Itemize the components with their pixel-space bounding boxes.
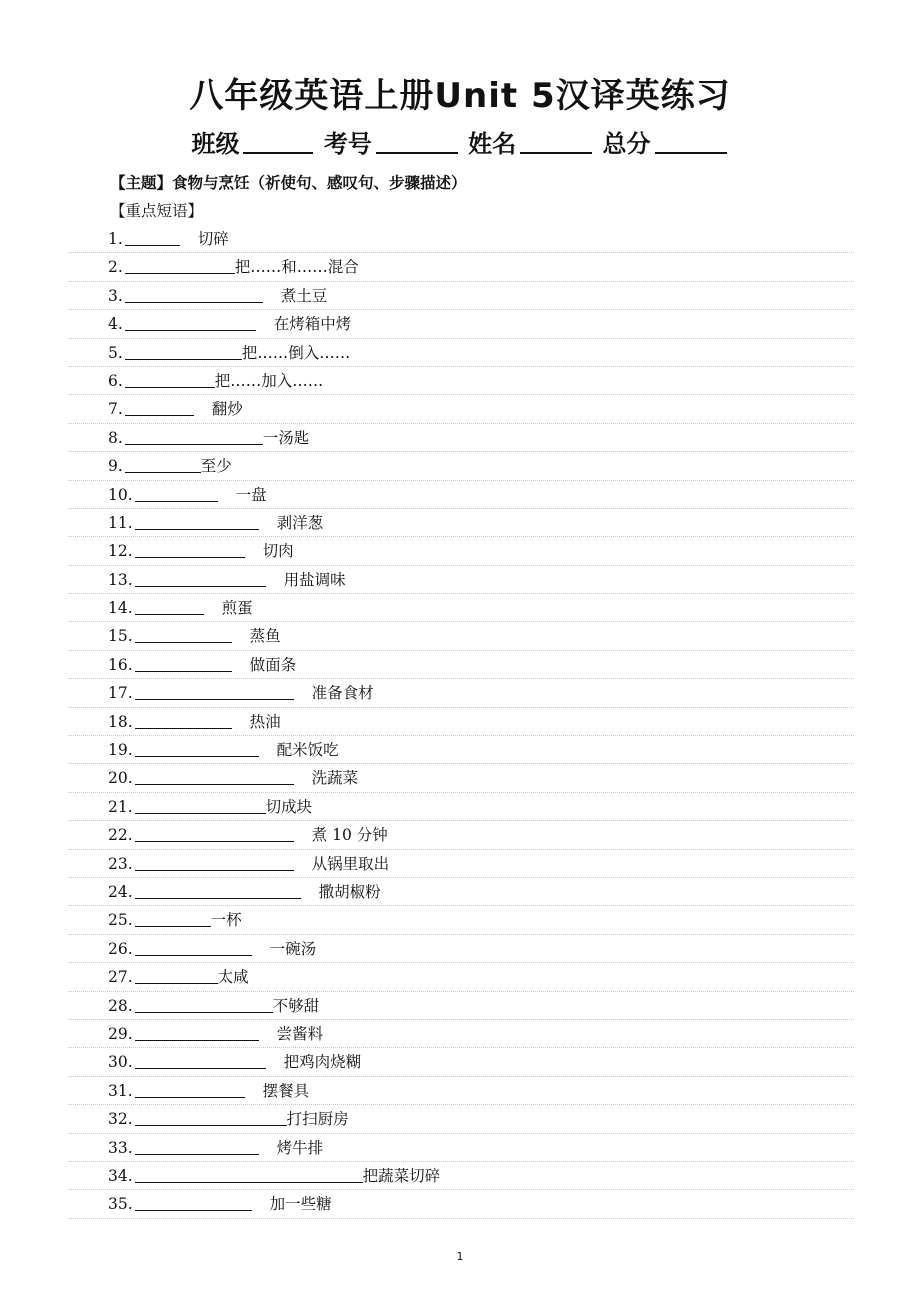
phrase-line [108, 1164, 440, 1188]
answer-blank[interactable] [135, 1165, 363, 1183]
chinese-phrase: 把蔬菜切碎 [362, 1166, 441, 1185]
list-item [68, 708, 854, 736]
answer-blank[interactable] [135, 1023, 259, 1041]
item-number: 9. [108, 457, 123, 476]
answer-blank[interactable] [135, 540, 245, 558]
chinese-phrase: 煮 10 分钟 [311, 826, 388, 845]
list-item [68, 1105, 854, 1133]
item-number: 11. [108, 513, 133, 532]
chinese-phrase: 太咸 [217, 968, 249, 987]
phrase-line [108, 852, 389, 876]
chinese-phrase: 用盐调味 [283, 570, 346, 589]
phrase-line [108, 596, 253, 620]
item-number: 29. [108, 1024, 133, 1043]
list-item [68, 906, 854, 934]
chinese-phrase: 配米饭吃 [276, 741, 339, 760]
chinese-phrase: 一盘 [235, 485, 267, 504]
total-score-blank[interactable] [655, 126, 727, 154]
chinese-phrase: 打扫厨房 [286, 1110, 349, 1129]
answer-blank[interactable] [135, 739, 259, 757]
item-number: 33. [108, 1138, 133, 1157]
item-number: 24. [108, 882, 133, 901]
phrase-line [108, 397, 243, 421]
exam-number-field[interactable]: 考号 [324, 130, 460, 158]
chinese-phrase: 烤牛排 [276, 1138, 324, 1157]
chinese-phrase: 做面条 [249, 655, 297, 674]
chinese-phrase: 切碎 [197, 230, 229, 248]
phrase-line [108, 511, 323, 535]
list-item [68, 622, 854, 650]
answer-blank[interactable] [135, 1193, 252, 1211]
list-item [68, 481, 854, 509]
answer-blank[interactable] [125, 256, 235, 274]
chinese-phrase: 热油 [249, 712, 281, 731]
list-item [68, 935, 854, 963]
phrase-line [108, 312, 351, 336]
chinese-phrase: 切肉 [262, 542, 294, 561]
chinese-phrase: 把鸡肉烧糊 [283, 1053, 362, 1072]
item-number: 35. [108, 1195, 133, 1214]
answer-blank[interactable] [135, 881, 301, 899]
phrase-line [108, 681, 374, 705]
chinese-phrase: 煮土豆 [280, 286, 328, 305]
item-number: 25. [108, 911, 133, 930]
item-number: 22. [108, 826, 133, 845]
chinese-phrase: 准备食材 [311, 684, 374, 703]
answer-blank[interactable] [135, 966, 218, 984]
answer-blank[interactable] [135, 1051, 266, 1069]
topic-heading: 【主题】食物与烹饪（祈使句、感叹句、步骤描述） [110, 174, 467, 192]
total-score-field[interactable]: 总分 [603, 130, 729, 158]
answer-blank[interactable] [135, 682, 294, 700]
list-item [68, 1020, 854, 1048]
item-number: 28. [108, 996, 133, 1015]
item-number: 1. [108, 230, 123, 248]
phrase-line [108, 624, 281, 648]
page-title: 八年级英语上册Unit 5汉译英练习 [189, 76, 731, 116]
list-item [68, 764, 854, 792]
chinese-phrase: 不够甜 [272, 996, 320, 1015]
item-number: 32. [108, 1110, 133, 1129]
list-item [68, 963, 854, 991]
phrase-line [108, 227, 229, 251]
chinese-phrase: 在烤箱中烤 [273, 315, 352, 334]
answer-blank[interactable] [125, 370, 215, 388]
phrase-line [108, 1107, 349, 1131]
phrase-line [108, 710, 281, 734]
answer-blank[interactable] [135, 995, 273, 1013]
list-item [68, 452, 854, 480]
item-number: 20. [108, 769, 133, 788]
phrase-line [108, 880, 381, 904]
list-item [68, 339, 854, 367]
item-number: 34. [108, 1166, 133, 1185]
list-item [68, 1134, 854, 1162]
phrase-line [108, 369, 323, 393]
answer-blank[interactable] [125, 285, 263, 303]
chinese-phrase: 蒸鱼 [249, 627, 281, 646]
phrase-line [108, 908, 242, 932]
class-field[interactable]: 班级 [191, 130, 315, 158]
answer-blank[interactable] [135, 654, 232, 672]
phrase-line [108, 1022, 323, 1046]
answer-blank[interactable] [135, 796, 266, 814]
phrase-line [108, 766, 358, 790]
item-number: 16. [108, 655, 133, 674]
list-item [68, 310, 854, 338]
chinese-phrase: 剥洋葱 [276, 513, 324, 532]
answer-blank[interactable] [135, 909, 211, 927]
list-item [68, 651, 854, 679]
answer-blank[interactable] [135, 512, 259, 530]
page-number: 1 [456, 1250, 464, 1263]
list-item [68, 821, 854, 849]
answer-blank[interactable] [125, 427, 263, 445]
chinese-phrase: 一汤匙 [262, 428, 310, 447]
chinese-phrase: 翻炒 [211, 400, 243, 419]
chinese-phrase: 把……倒入…… [241, 343, 351, 362]
answer-blank[interactable] [135, 853, 294, 871]
answer-blank[interactable] [125, 228, 180, 246]
item-number: 7. [108, 400, 123, 419]
phrase-line [108, 568, 346, 592]
list-item [68, 367, 854, 395]
answer-blank[interactable] [135, 938, 252, 956]
phrase-line [108, 965, 249, 989]
item-number: 15. [108, 627, 133, 646]
item-number: 4. [108, 315, 123, 334]
phrase-line [108, 994, 319, 1018]
answer-blank[interactable] [135, 1108, 287, 1126]
student-info-line [0, 124, 920, 164]
chinese-phrase: 从锅里取出 [311, 854, 390, 873]
chinese-phrase: 摆餐具 [262, 1081, 310, 1100]
list-item [68, 1077, 854, 1105]
answer-blank[interactable] [135, 597, 204, 615]
exam-number-blank[interactable] [376, 126, 458, 154]
item-number: 27. [108, 968, 133, 987]
list-item [68, 424, 854, 452]
phrase-line [108, 937, 316, 961]
item-number: 19. [108, 741, 133, 760]
list-item [68, 679, 854, 707]
chinese-phrase: 把……加入…… [214, 371, 324, 390]
list-item [68, 566, 854, 594]
item-number: 6. [108, 371, 123, 390]
list-item [68, 537, 854, 565]
list-item [68, 850, 854, 878]
chinese-phrase: 洗蔬菜 [311, 769, 359, 788]
list-item [68, 1162, 854, 1190]
phrase-list [68, 225, 854, 1219]
list-item [68, 509, 854, 537]
item-number: 3. [108, 286, 123, 305]
item-number: 18. [108, 712, 133, 731]
chinese-phrase: 煎蛋 [221, 599, 253, 618]
item-number: 23. [108, 854, 133, 873]
name-field[interactable]: 姓名 [468, 130, 594, 158]
answer-blank[interactable] [135, 1137, 259, 1155]
item-number: 14. [108, 599, 133, 618]
item-number: 26. [108, 939, 133, 958]
phrase-line [108, 483, 267, 507]
phrase-line [108, 653, 296, 677]
answer-blank[interactable] [135, 824, 294, 842]
phrase-line [108, 823, 388, 847]
answer-blank[interactable] [125, 313, 256, 331]
chinese-phrase: 撒胡椒粉 [318, 882, 381, 901]
list-item [68, 282, 854, 310]
chinese-phrase: 切成块 [265, 797, 313, 816]
item-number: 2. [108, 258, 123, 277]
answer-blank[interactable] [135, 711, 232, 729]
list-item [68, 1048, 854, 1076]
phrase-line [108, 795, 312, 819]
item-number: 10. [108, 485, 133, 504]
chinese-phrase: 一碗汤 [269, 939, 317, 958]
item-number: 5. [108, 343, 123, 362]
answer-blank[interactable] [135, 625, 232, 643]
phrase-line [108, 284, 327, 308]
answer-blank[interactable] [135, 1080, 245, 1098]
list-item [68, 992, 854, 1020]
answer-blank[interactable] [125, 342, 242, 360]
item-number: 17. [108, 684, 133, 703]
chinese-phrase: 加一些糖 [269, 1195, 332, 1214]
list-item [68, 395, 854, 423]
chinese-phrase: 一杯 [210, 911, 242, 930]
phrase-line [108, 1192, 332, 1216]
item-number: 8. [108, 428, 123, 447]
item-number: 21. [108, 797, 133, 816]
item-number: 12. [108, 542, 133, 561]
answer-blank[interactable] [135, 767, 294, 785]
answer-blank[interactable] [125, 455, 201, 473]
list-item [68, 736, 854, 764]
phrase-line [108, 539, 294, 563]
answer-blank[interactable] [135, 484, 218, 502]
chinese-phrase: 至少 [200, 457, 232, 476]
list-item [68, 594, 854, 622]
list-item [68, 878, 854, 906]
answer-blank[interactable] [135, 569, 266, 587]
phrase-line [108, 341, 350, 365]
phrase-line [108, 1050, 361, 1074]
list-item [68, 793, 854, 821]
class-blank[interactable] [243, 126, 313, 154]
phrase-line [108, 454, 232, 478]
name-blank[interactable] [520, 126, 592, 154]
item-number: 13. [108, 570, 133, 589]
phrase-line [108, 738, 339, 762]
chinese-phrase: 把……和……混合 [234, 258, 359, 277]
phrase-line [108, 255, 359, 279]
phrase-line [108, 1136, 323, 1160]
phrase-line [108, 1079, 309, 1103]
item-number: 31. [108, 1081, 133, 1100]
list-item [68, 225, 854, 253]
key-phrases-heading: 【重点短语】 [110, 202, 204, 220]
chinese-phrase: 尝酱料 [276, 1024, 324, 1043]
list-item [68, 1190, 854, 1218]
list-item [68, 253, 854, 281]
answer-blank[interactable] [125, 398, 194, 416]
item-number: 30. [108, 1053, 133, 1072]
phrase-line [108, 426, 309, 450]
